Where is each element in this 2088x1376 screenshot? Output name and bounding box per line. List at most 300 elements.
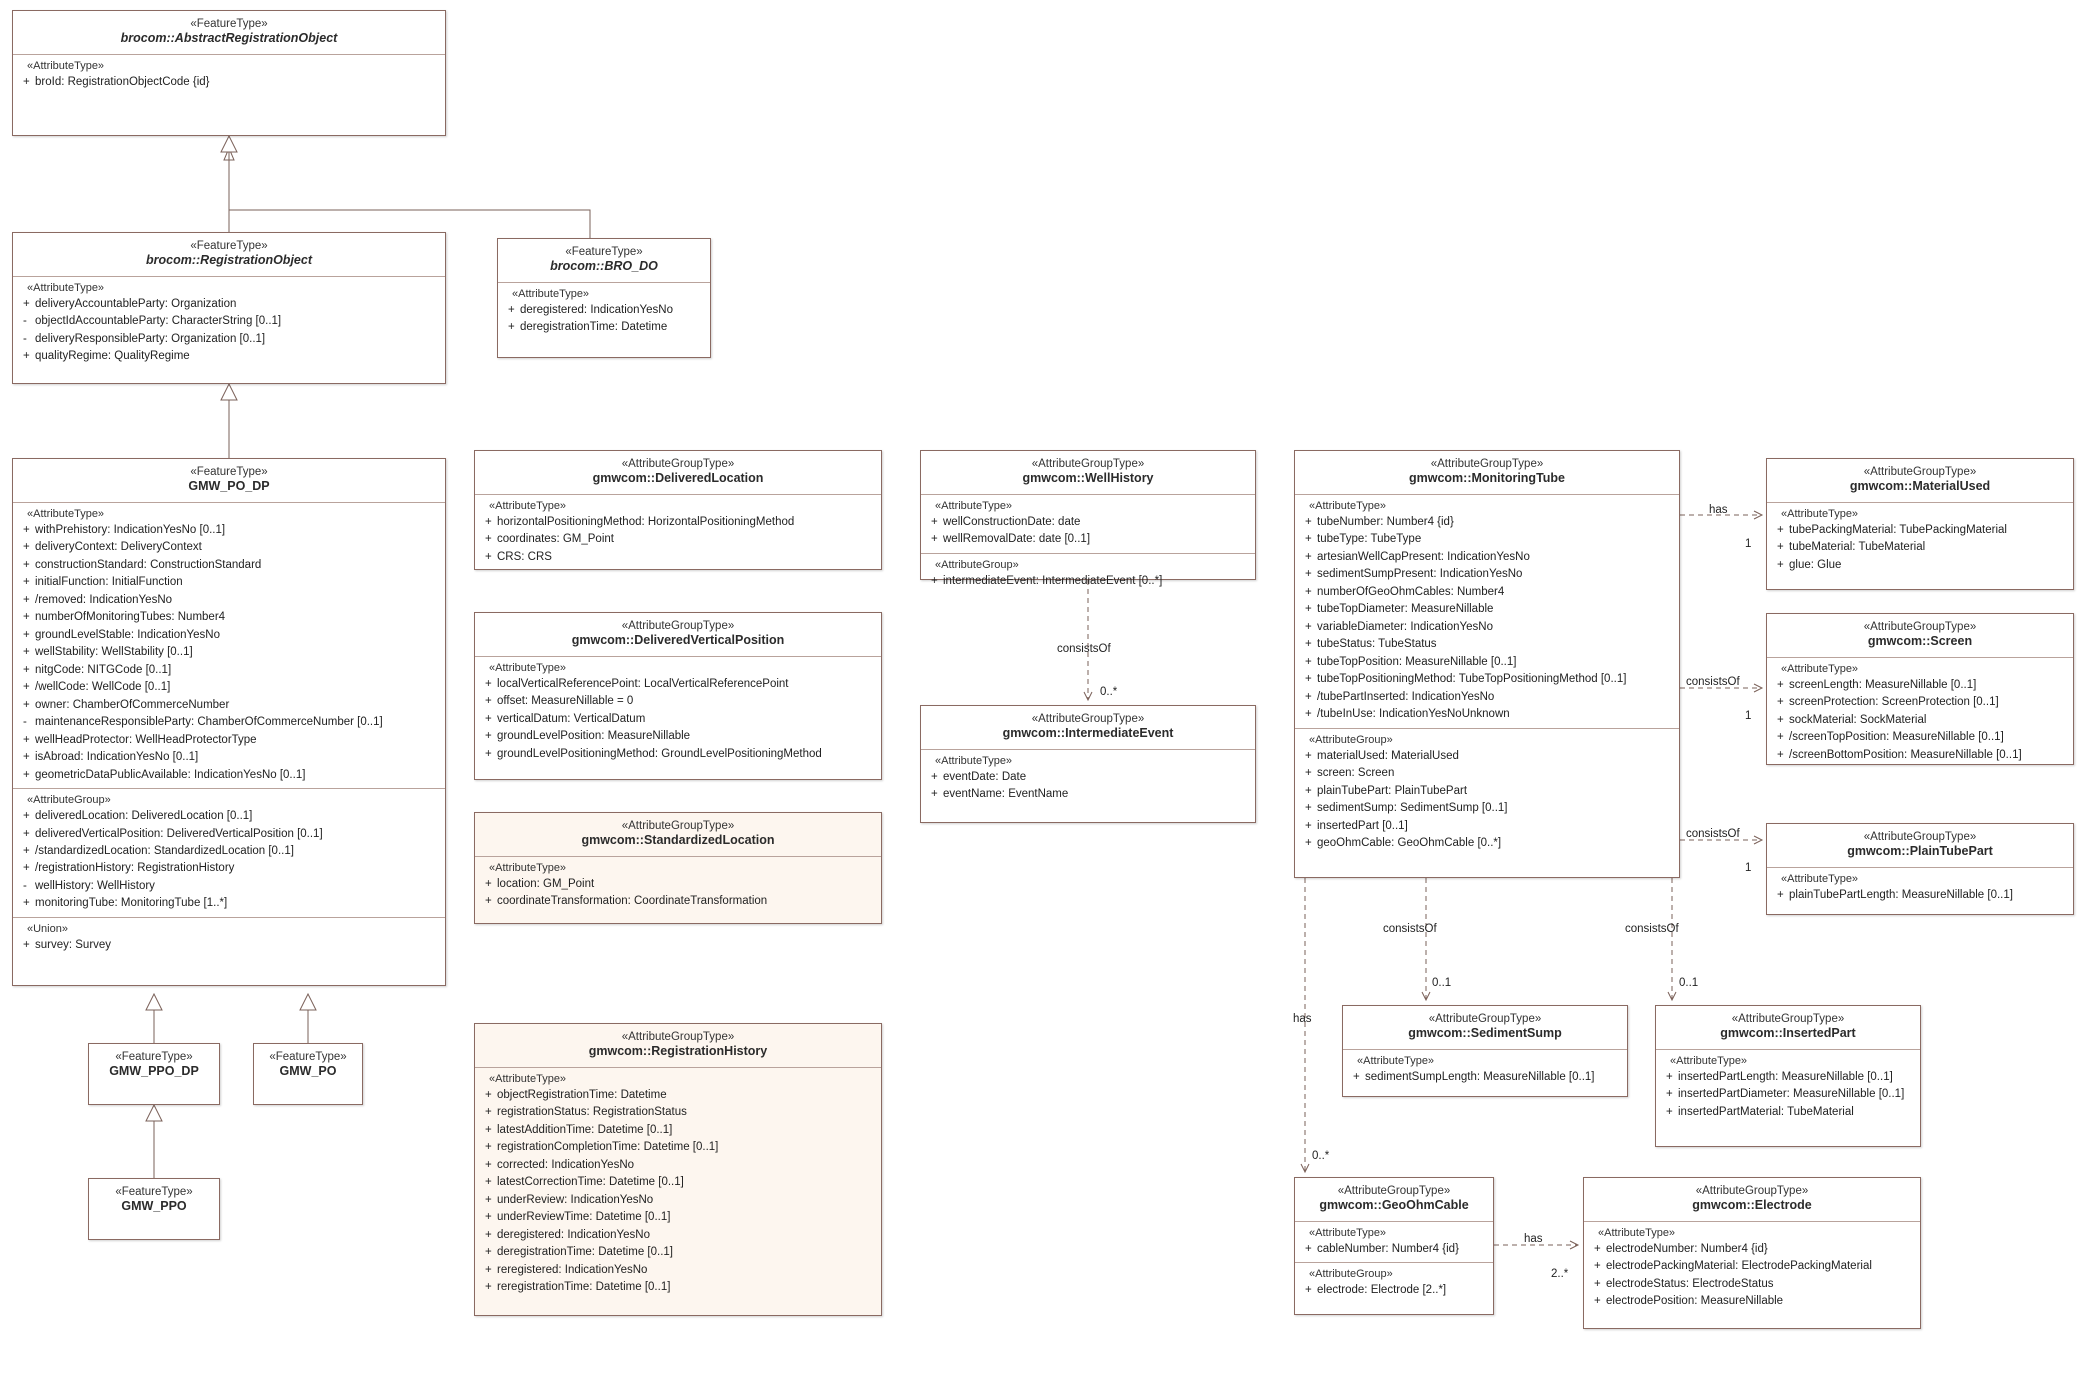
uml-feature xyxy=(1584,1276,1920,1293)
uml-class-name: gmwcom::Screen xyxy=(1867,634,1973,649)
uml-feature-visibility: + xyxy=(1305,690,1312,703)
uml-feature-text: groundLevelPosition: MeasureNillable xyxy=(497,730,691,743)
uml-class-name: gmwcom::DeliveredVerticalPosition xyxy=(571,633,785,648)
uml-feature-visibility: - xyxy=(23,315,27,328)
uml-section xyxy=(1656,1050,1920,1125)
uml-section-title: «AttributeGroup» xyxy=(1309,1268,1393,1281)
uml-feature-visibility: + xyxy=(1594,1295,1601,1308)
uml-feature-text: deregistered: IndicationYesNo xyxy=(520,304,674,316)
uml-class-name: GMW_PO_DP xyxy=(188,479,270,494)
uml-feature-visibility: + xyxy=(1777,524,1784,536)
uml-class-gmwPoDp[interactable] xyxy=(12,458,446,986)
uml-feature-visibility: + xyxy=(485,1193,492,1206)
edge-label-lbl-mult-geoohmcable: 0..* xyxy=(1312,1150,1330,1162)
uml-section xyxy=(1295,1222,1493,1262)
uml-feature-text: survey: Survey xyxy=(35,938,112,951)
uml-feature-visibility: + xyxy=(1666,1105,1673,1118)
uml-feature xyxy=(1295,531,1679,548)
uml-feature-text: corrected: IndicationYesNo xyxy=(497,1158,635,1171)
uml-feature-visibility: + xyxy=(23,524,30,536)
uml-feature xyxy=(1295,549,1679,566)
uml-section-title: «AttributeType» xyxy=(1309,500,1387,512)
uml-feature-visibility: + xyxy=(1777,889,1784,901)
uml-class-header xyxy=(13,11,445,54)
uml-section xyxy=(13,789,445,917)
uml-feature xyxy=(1295,584,1679,601)
uml-feature-text: variableDiameter: IndicationYesNo xyxy=(1317,620,1494,633)
uml-feature-visibility: + xyxy=(485,1281,492,1294)
uml-class-gmwPpoDp[interactable] xyxy=(88,1043,220,1105)
uml-class-sedimentSump[interactable] xyxy=(1342,1005,1628,1097)
uml-class-header xyxy=(1656,1006,1920,1049)
uml-class-header xyxy=(13,233,445,276)
edge-label-lbl-mult-electrode: 2..* xyxy=(1551,1268,1569,1280)
uml-feature-text: latestCorrectionTime: Datetime [0..1] xyxy=(497,1176,684,1189)
uml-feature-text: deregistrationTime: Datetime xyxy=(520,321,668,334)
uml-feature-text: tubeNumber: Number4 {id} xyxy=(1317,516,1454,528)
uml-feature-visibility: + xyxy=(23,593,30,606)
uml-class-screen[interactable] xyxy=(1766,613,2074,765)
uml-feature xyxy=(498,302,710,319)
uml-feature-visibility: + xyxy=(485,1141,492,1154)
uml-feature xyxy=(13,697,445,714)
uml-section xyxy=(921,750,1255,808)
uml-class-header xyxy=(475,451,881,494)
uml-feature-text: deliveryContext: DeliveryContext xyxy=(35,541,202,554)
uml-feature xyxy=(921,573,1255,590)
uml-class-name: gmwcom::StandardizedLocation xyxy=(581,833,775,848)
uml-section-title: «AttributeType» xyxy=(489,662,567,674)
uml-feature xyxy=(13,714,445,731)
uml-feature-visibility: + xyxy=(23,733,30,746)
edge-label-lbl-mult-materialused: 1 xyxy=(1745,538,1752,550)
uml-feature xyxy=(13,592,445,609)
uml-feature-visibility: + xyxy=(485,747,492,760)
uml-class-header xyxy=(1767,459,2073,502)
uml-feature-text: insertedPartLength: MeasureNillable [0..1] xyxy=(1678,1071,1893,1083)
uml-class-plainTubePart[interactable] xyxy=(1766,823,2074,915)
uml-class-header xyxy=(475,613,881,656)
uml-feature-text: eventDate: Date xyxy=(943,771,1027,783)
uml-stereotype: «AttributeGroupType» xyxy=(1428,1013,1542,1025)
uml-feature-text: numberOfGeoOhmCables: Number4 xyxy=(1317,585,1505,598)
uml-feature-visibility: + xyxy=(485,516,492,528)
uml-feature xyxy=(13,767,445,784)
uml-section xyxy=(13,277,445,370)
uml-feature-visibility: + xyxy=(1305,1243,1312,1255)
uml-class-header xyxy=(254,1044,362,1087)
uml-feature-text: /tubeInUse: IndicationYesNoUnknown xyxy=(1317,708,1510,721)
uml-class-header xyxy=(1343,1006,1627,1049)
uml-section xyxy=(1343,1050,1627,1090)
uml-stereotype: «AttributeGroupType» xyxy=(621,620,735,632)
uml-class-name: GMW_PO xyxy=(279,1064,337,1079)
uml-feature-text: electrode: Electrode [2..*] xyxy=(1317,1284,1447,1297)
uml-feature xyxy=(475,876,881,893)
uml-section-title: «AttributeType» xyxy=(1781,508,1859,520)
uml-feature-text: underReview: IndicationYesNo xyxy=(497,1193,654,1206)
uml-class-header xyxy=(475,1024,881,1067)
uml-section-title: «AttributeType» xyxy=(489,1073,567,1085)
uml-feature-text: electrodePackingMaterial: ElectrodePackingMaterial xyxy=(1606,1260,1872,1273)
uml-feature xyxy=(475,1209,881,1226)
uml-class-header xyxy=(1295,451,1679,494)
uml-section-title: «AttributeType» xyxy=(1781,873,1859,885)
uml-section-title: «AttributeType» xyxy=(27,282,105,294)
uml-feature-text: sedimentSumpLength: MeasureNillable [0..1] xyxy=(1365,1071,1595,1083)
uml-feature-text: /wellCode: WellCode [0..1] xyxy=(35,681,171,694)
uml-feature xyxy=(13,826,445,843)
uml-feature xyxy=(1295,706,1679,723)
uml-feature-visibility: + xyxy=(485,1158,492,1171)
uml-stereotype: «AttributeGroupType» xyxy=(621,820,735,832)
uml-stereotype: «FeatureType» xyxy=(115,1186,193,1198)
uml-feature-text: plainTubePartLength: MeasureNillable [0..1] xyxy=(1789,889,2013,901)
uml-feature xyxy=(475,676,881,693)
uml-feature xyxy=(13,732,445,749)
uml-feature-visibility: + xyxy=(23,844,30,857)
uml-stereotype: «FeatureType» xyxy=(269,1051,347,1063)
uml-feature xyxy=(1656,1086,1920,1103)
uml-feature-text: /standardizedLocation: StandardizedLocation [0..1] xyxy=(35,844,294,857)
uml-feature-visibility: + xyxy=(1777,713,1784,726)
uml-section xyxy=(475,1068,881,1301)
uml-feature-text: sedimentSumpPresent: IndicationYesNo xyxy=(1317,568,1523,581)
uml-stereotype: «AttributeGroupType» xyxy=(1863,621,1977,633)
uml-feature xyxy=(1767,522,2073,539)
uml-feature-text: numberOfMonitoringTubes: Number4 xyxy=(35,611,226,624)
uml-feature-visibility: + xyxy=(485,1123,492,1136)
uml-feature-visibility: + xyxy=(23,628,30,641)
uml-stereotype: «AttributeGroupType» xyxy=(1031,713,1145,725)
uml-feature-visibility: + xyxy=(23,681,30,694)
uml-feature-visibility: + xyxy=(931,516,938,528)
uml-stereotype: «AttributeGroupType» xyxy=(1031,458,1145,470)
uml-feature xyxy=(13,895,445,912)
uml-feature xyxy=(13,74,445,91)
uml-feature xyxy=(475,531,881,548)
edge-label-lbl-has-electrode: has xyxy=(1524,1233,1543,1245)
uml-feature-visibility: + xyxy=(23,541,30,554)
uml-feature-text: wellConstructionDate: date xyxy=(943,516,1081,528)
uml-feature-text: qualityRegime: QualityRegime xyxy=(35,350,190,363)
uml-section xyxy=(1767,868,2073,908)
uml-feature-text: /tubePartInserted: IndicationYesNo xyxy=(1317,690,1495,703)
uml-feature xyxy=(475,693,881,710)
uml-feature-visibility: + xyxy=(485,1106,492,1119)
uml-feature-text: coordinates: GM_Point xyxy=(497,533,614,546)
uml-feature-text: deliveredVerticalPosition: DeliveredVerticalPosition [0..1] xyxy=(35,827,323,840)
uml-section-title: «AttributeType» xyxy=(27,60,105,72)
edge-label-lbl-consistsof-screen: consistsOf xyxy=(1686,676,1740,688)
uml-feature xyxy=(1584,1241,1920,1258)
uml-section xyxy=(13,503,445,788)
uml-feature xyxy=(13,749,445,766)
uml-feature-text: screen: Screen xyxy=(1317,767,1395,780)
uml-feature-text: initialFunction: InitialFunction xyxy=(35,576,183,589)
uml-feature-visibility: - xyxy=(23,716,27,729)
uml-feature-text: /screenBottomPosition: MeasureNillable [0..1] xyxy=(1789,748,2022,761)
uml-feature-text: deliveryResponsibleParty: Organization [0..1] xyxy=(35,332,266,345)
uml-class-header xyxy=(89,1179,219,1222)
uml-feature-text: deliveryAccountableParty: Organization xyxy=(35,298,237,310)
uml-stereotype: «FeatureType» xyxy=(190,240,268,252)
uml-feature xyxy=(475,1262,881,1279)
uml-class-deliveredVerticalPosition[interactable] xyxy=(474,612,882,780)
uml-class-standardizedLocation[interactable] xyxy=(474,812,882,924)
uml-feature xyxy=(13,860,445,877)
uml-feature xyxy=(475,1227,881,1244)
uml-feature xyxy=(13,878,445,895)
uml-feature-text: deliveredLocation: DeliveredLocation [0..1] xyxy=(35,810,253,823)
uml-feature xyxy=(1767,729,2073,746)
uml-stereotype: «AttributeGroupType» xyxy=(1695,1185,1809,1197)
uml-feature-text: intermediateEvent: IntermediateEvent [0..*] xyxy=(943,574,1163,587)
uml-class-monitoringTube[interactable] xyxy=(1294,450,1680,878)
uml-class-name: gmwcom::GeoOhmCable xyxy=(1319,1198,1469,1213)
uml-feature-visibility: + xyxy=(23,76,30,88)
uml-class-broDo[interactable] xyxy=(497,238,711,358)
uml-feature xyxy=(1767,712,2073,729)
uml-feature-visibility: + xyxy=(931,788,938,801)
uml-feature-text: withPrehistory: IndicationYesNo [0..1] xyxy=(35,524,226,536)
uml-feature-text: electrodePosition: MeasureNillable xyxy=(1606,1295,1784,1308)
uml-class-name: brocom::AbstractRegistrationObject xyxy=(120,31,338,46)
uml-class-header xyxy=(498,239,710,282)
uml-feature-visibility: + xyxy=(485,1246,492,1259)
uml-feature-visibility: + xyxy=(931,574,938,587)
edge-label-lbl-consistsof-plaintubepart: consistsOf xyxy=(1686,828,1740,840)
uml-feature-visibility: + xyxy=(1777,679,1784,691)
uml-feature-text: screenProtection: ScreenProtection [0..1] xyxy=(1789,696,1999,709)
uml-feature-visibility: + xyxy=(931,533,938,546)
uml-feature-text: materialUsed: MaterialUsed xyxy=(1317,749,1459,762)
uml-feature-text: deregistrationTime: Datetime [0..1] xyxy=(497,1246,673,1259)
uml-feature xyxy=(921,514,1255,531)
uml-feature xyxy=(475,1192,881,1209)
uml-feature-visibility: + xyxy=(1594,1277,1601,1290)
uml-class-name: brocom::BRO_DO xyxy=(550,259,658,274)
uml-feature xyxy=(1295,636,1679,653)
uml-feature-text: wellHistory: WellHistory xyxy=(35,879,155,892)
uml-feature-text: constructionStandard: ConstructionStandard xyxy=(35,558,262,571)
uml-feature-text: insertedPartDiameter: MeasureNillable [0..1] xyxy=(1678,1088,1905,1101)
uml-section-title: «AttributeType» xyxy=(512,288,590,300)
uml-class-gmwPo[interactable] xyxy=(253,1043,363,1105)
uml-feature xyxy=(1295,835,1679,852)
uml-class-wellHistory[interactable] xyxy=(920,450,1256,587)
uml-section xyxy=(1767,658,2073,768)
uml-stereotype: «AttributeGroupType» xyxy=(621,458,735,470)
uml-feature xyxy=(1656,1104,1920,1121)
edge-label-lbl-mult-plaintubepart: 1 xyxy=(1745,862,1752,874)
uml-class-insertedPart[interactable] xyxy=(1655,1005,1921,1147)
uml-class-abstractRegistrationObject[interactable] xyxy=(12,10,446,136)
uml-feature xyxy=(475,1279,881,1296)
uml-feature xyxy=(1584,1293,1920,1310)
uml-class-registrationHistory[interactable] xyxy=(474,1023,882,1316)
uml-class-gmwPpo[interactable] xyxy=(88,1178,220,1240)
uml-feature-text: /screenTopPosition: MeasureNillable [0..1] xyxy=(1789,731,2004,744)
uml-feature-visibility: + xyxy=(23,576,30,589)
uml-feature-visibility: + xyxy=(485,678,492,690)
uml-feature-visibility: - xyxy=(23,332,27,345)
uml-feature-visibility: - xyxy=(23,879,27,892)
uml-feature-visibility: + xyxy=(1305,516,1312,528)
uml-feature-visibility: + xyxy=(485,550,492,563)
uml-section-title: «AttributeType» xyxy=(1598,1227,1676,1239)
uml-feature-visibility: + xyxy=(1666,1071,1673,1083)
uml-feature xyxy=(475,1174,881,1191)
uml-feature-visibility: + xyxy=(1353,1071,1360,1083)
uml-feature xyxy=(1584,1258,1920,1275)
uml-class-electrode[interactable] xyxy=(1583,1177,1921,1329)
uml-feature-visibility: + xyxy=(485,1089,492,1101)
uml-feature-text: wellRemovalDate: date [0..1] xyxy=(943,533,1091,546)
uml-feature xyxy=(475,711,881,728)
uml-feature-visibility: + xyxy=(508,321,515,334)
uml-feature xyxy=(1656,1069,1920,1086)
uml-feature-visibility: + xyxy=(1305,655,1312,668)
uml-class-header xyxy=(1584,1178,1920,1221)
uml-section-title: «AttributeType» xyxy=(935,500,1013,512)
uml-feature xyxy=(13,348,445,365)
uml-class-name: gmwcom::WellHistory xyxy=(1022,471,1154,486)
uml-feature-text: geoOhmCable: GeoOhmCable [0..*] xyxy=(1317,836,1502,849)
uml-feature-visibility: + xyxy=(931,771,938,783)
uml-feature-text: owner: ChamberOfCommerceNumber xyxy=(35,698,230,711)
edge-label-lbl-consistsof-sedimentsump: consistsOf xyxy=(1383,923,1437,935)
uml-feature-visibility: + xyxy=(1777,731,1784,744)
uml-section xyxy=(475,657,881,767)
uml-feature-visibility: + xyxy=(485,533,492,546)
uml-class-name: gmwcom::SedimentSump xyxy=(1408,1026,1562,1041)
uml-feature xyxy=(1295,1282,1493,1299)
uml-feature xyxy=(1767,539,2073,556)
uml-feature-visibility: + xyxy=(1305,620,1312,633)
uml-feature-visibility: + xyxy=(1594,1243,1601,1255)
edge-label-lbl-mult-insertedpart: 0..1 xyxy=(1679,977,1699,989)
uml-class-name: gmwcom::MonitoringTube xyxy=(1409,471,1565,486)
edge-label-lbl-has-materialused: has xyxy=(1709,504,1728,516)
uml-class-header xyxy=(921,451,1255,494)
uml-feature xyxy=(13,662,445,679)
uml-section-title: «AttributeType» xyxy=(1309,1227,1387,1239)
uml-stereotype: «AttributeGroupType» xyxy=(1863,831,1977,843)
uml-feature-visibility: + xyxy=(23,663,30,676)
uml-feature-visibility: + xyxy=(1305,533,1312,546)
uml-feature xyxy=(475,1122,881,1139)
uml-feature-visibility: + xyxy=(1305,802,1312,815)
uml-feature xyxy=(13,296,445,313)
uml-feature-text: tubeTopPosition: MeasureNillable [0..1] xyxy=(1317,655,1517,668)
uml-class-intermediateEvent[interactable] xyxy=(920,705,1256,823)
uml-class-name: gmwcom::DeliveredLocation xyxy=(592,471,764,486)
uml-section xyxy=(475,857,881,915)
uml-section xyxy=(1295,1263,1493,1303)
uml-feature-text: artesianWellCapPresent: IndicationYesNo xyxy=(1317,550,1530,563)
uml-feature xyxy=(1295,748,1679,765)
uml-feature-visibility: + xyxy=(485,1263,492,1276)
uml-section-title: «AttributeGroup» xyxy=(27,794,111,807)
uml-feature-visibility: + xyxy=(1666,1088,1673,1101)
edge-label-lbl-has-geoohmcable: has xyxy=(1293,1013,1312,1025)
uml-class-name: gmwcom::InsertedPart xyxy=(1720,1026,1856,1041)
uml-feature xyxy=(13,808,445,825)
uml-feature-visibility: + xyxy=(485,895,492,908)
uml-feature xyxy=(13,557,445,574)
uml-feature-visibility: + xyxy=(1777,541,1784,554)
uml-class-registrationObject[interactable] xyxy=(12,232,446,384)
uml-feature-visibility: + xyxy=(23,768,30,781)
uml-feature-text: wellHeadProtector: WellHeadProtectorType xyxy=(35,733,257,746)
uml-stereotype: «AttributeGroupType» xyxy=(1337,1185,1451,1197)
uml-feature-text: electrodeNumber: Number4 {id} xyxy=(1606,1243,1768,1255)
uml-section xyxy=(1584,1222,1920,1315)
uml-feature xyxy=(13,679,445,696)
uml-feature xyxy=(1343,1069,1627,1086)
uml-feature-visibility: + xyxy=(23,827,30,840)
uml-feature xyxy=(13,522,445,539)
uml-section xyxy=(475,495,881,570)
uml-feature xyxy=(13,539,445,556)
uml-feature-text: cableNumber: Number4 {id} xyxy=(1317,1243,1459,1255)
uml-feature-text: latestAdditionTime: Datetime [0..1] xyxy=(497,1123,673,1136)
uml-class-deliveredLocation[interactable] xyxy=(474,450,882,570)
uml-feature-text: verticalDatum: VerticalDatum xyxy=(497,712,646,725)
uml-class-header xyxy=(89,1044,219,1087)
uml-feature-text: /removed: IndicationYesNo xyxy=(35,593,173,606)
uml-feature-visibility: + xyxy=(1305,638,1312,651)
uml-section-title: «AttributeType» xyxy=(1357,1055,1435,1067)
uml-class-geoOhmCable[interactable] xyxy=(1294,1177,1494,1315)
uml-feature xyxy=(13,843,445,860)
uml-feature xyxy=(475,1087,881,1104)
uml-class-name: gmwcom::MaterialUsed xyxy=(1849,479,1991,494)
uml-stereotype: «FeatureType» xyxy=(190,466,268,478)
uml-feature-text: maintenanceResponsibleParty: ChamberOfCommerceNumber [0..1] xyxy=(35,716,383,729)
uml-feature-text: /registrationHistory: RegistrationHistory xyxy=(35,862,235,875)
uml-feature xyxy=(475,728,881,745)
uml-section xyxy=(13,918,445,958)
uml-feature-text: tubeTopPositioningMethod: TubeTopPositioningMethod [0..1] xyxy=(1317,673,1627,686)
uml-feature-visibility: + xyxy=(1305,585,1312,598)
uml-feature-text: plainTubePart: PlainTubePart xyxy=(1317,784,1468,797)
uml-section-title: «AttributeType» xyxy=(27,508,105,520)
uml-feature-text: reregistered: IndicationYesNo xyxy=(497,1263,648,1276)
uml-feature-visibility: + xyxy=(485,1211,492,1224)
uml-feature-visibility: + xyxy=(23,558,30,571)
uml-feature xyxy=(921,769,1255,786)
uml-feature xyxy=(1295,654,1679,671)
uml-feature xyxy=(1295,566,1679,583)
uml-feature-visibility: + xyxy=(1305,784,1312,797)
uml-feature xyxy=(1767,677,2073,694)
uml-stereotype: «FeatureType» xyxy=(190,18,268,30)
uml-feature xyxy=(1295,818,1679,835)
uml-feature-text: registrationStatus: RegistrationStatus xyxy=(497,1106,687,1119)
uml-feature-text: offset: MeasureNillable = 0 xyxy=(497,695,634,708)
uml-feature-visibility: + xyxy=(1777,748,1784,761)
uml-class-materialUsed[interactable] xyxy=(1766,458,2074,590)
uml-feature xyxy=(498,319,710,336)
uml-feature-text: eventName: EventName xyxy=(943,788,1069,801)
uml-feature-visibility: + xyxy=(23,350,30,363)
edge-label-lbl-consistsof-insertedpart: consistsOf xyxy=(1625,923,1679,935)
uml-feature-visibility: + xyxy=(485,712,492,725)
uml-section xyxy=(498,283,710,341)
uml-feature xyxy=(1295,1241,1493,1258)
